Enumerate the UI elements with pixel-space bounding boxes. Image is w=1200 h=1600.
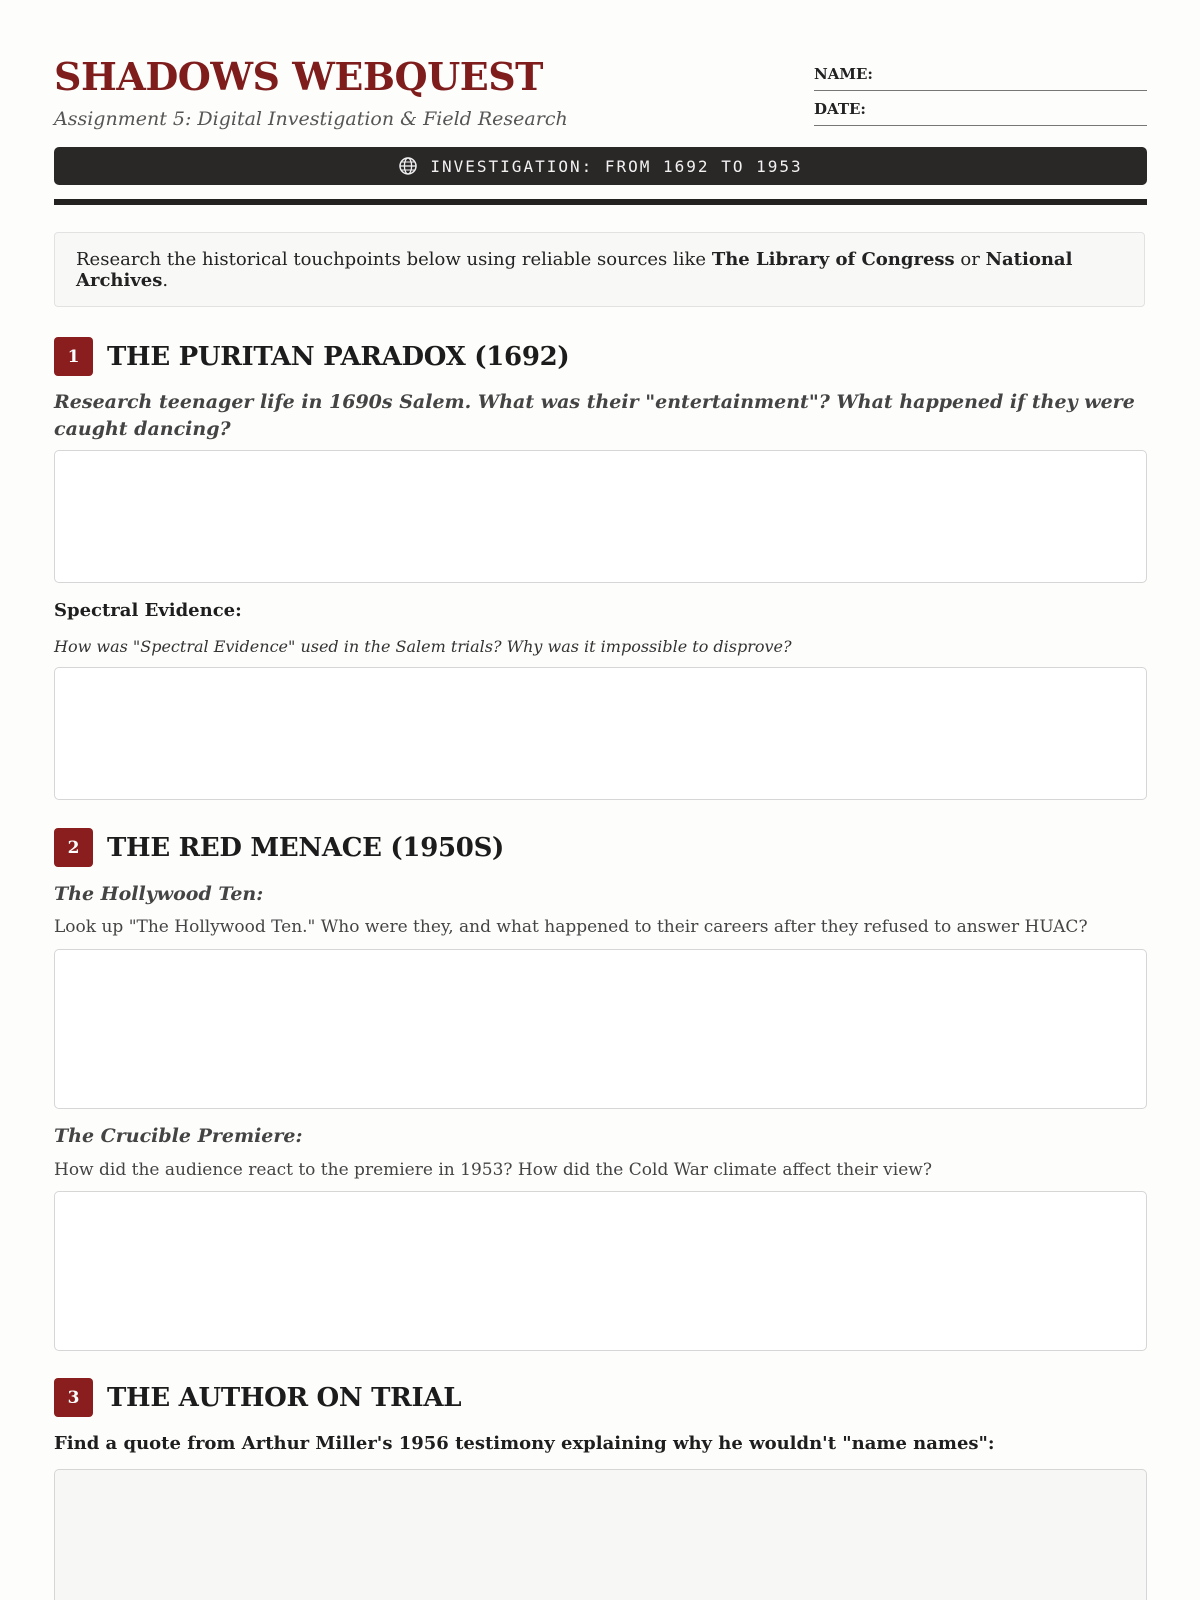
source-national-archives: National Archives (76, 248, 1073, 291)
globe-icon (398, 156, 418, 176)
intro-box (54, 232, 1145, 307)
investigation-banner (54, 147, 1147, 185)
answer-box-spectral-evidence[interactable] (54, 667, 1147, 800)
section-title: THE AUTHOR ON TRIAL (107, 1382, 462, 1413)
header-divider (54, 199, 1147, 205)
subheading-hollywood-ten: The Hollywood Ten: (54, 883, 264, 905)
date-field[interactable] (814, 99, 1147, 126)
question-miller-quote: Find a quote from Arthur Miller's 1956 testimony explaining why he wouldn't "name names": (54, 1433, 995, 1454)
source-library-of-congress: The Library of Congress (711, 248, 955, 270)
question-spectral-evidence: How was "Spectral Evidence" used in the Salem trials? Why was it impossible to disprove? (54, 637, 792, 656)
section-3-heading (54, 1378, 461, 1417)
name-label: NAME: (814, 65, 873, 83)
worksheet-subtitle: Assignment 5: Digital Investigation & Field Research (54, 108, 568, 130)
section-title: THE RED MENACE (1950S) (107, 832, 505, 863)
header (54, 0, 1147, 140)
banner-text: INVESTIGATION: FROM 1692 TO 1953 (430, 156, 803, 176)
worksheet-title: SHADOWS WEBQUEST (54, 54, 543, 99)
section-1-heading (54, 337, 569, 376)
answer-box-miller-quote[interactable] (54, 1469, 1147, 1600)
question-crucible-premiere: How did the audience react to the premiere in 1953? How did the Cold War climate affect their view? (54, 1160, 932, 1180)
section-number-badge: 3 (54, 1378, 93, 1417)
date-label: DATE: (814, 100, 866, 118)
section-number-badge: 2 (54, 828, 93, 867)
question-teen-life: Research teenager life in 1690s Salem. What was their "entertainment"? What happened if they were caught dancing? (54, 391, 1135, 440)
answer-box-teen-life[interactable] (54, 450, 1147, 583)
section-2-heading (54, 828, 504, 867)
subheading-spectral-evidence: Spectral Evidence: (54, 600, 242, 621)
question-hollywood-ten: Look up "The Hollywood Ten." Who were they, and what happened to their careers after they refused to answer HUAC? (54, 917, 1088, 937)
answer-box-crucible-premiere[interactable] (54, 1191, 1147, 1351)
section-title: THE PURITAN PARADOX (1692) (107, 341, 570, 372)
worksheet-page (54, 0, 1147, 1454)
answer-box-hollywood-ten[interactable] (54, 949, 1147, 1109)
intro-text: Research the historical touchpoints below using reliable sources like The Library of Congress or National Archives. (76, 248, 1073, 291)
subheading-crucible-premiere: The Crucible Premiere: (54, 1125, 303, 1147)
name-field[interactable] (814, 64, 1147, 91)
section-number-badge: 1 (54, 337, 93, 376)
